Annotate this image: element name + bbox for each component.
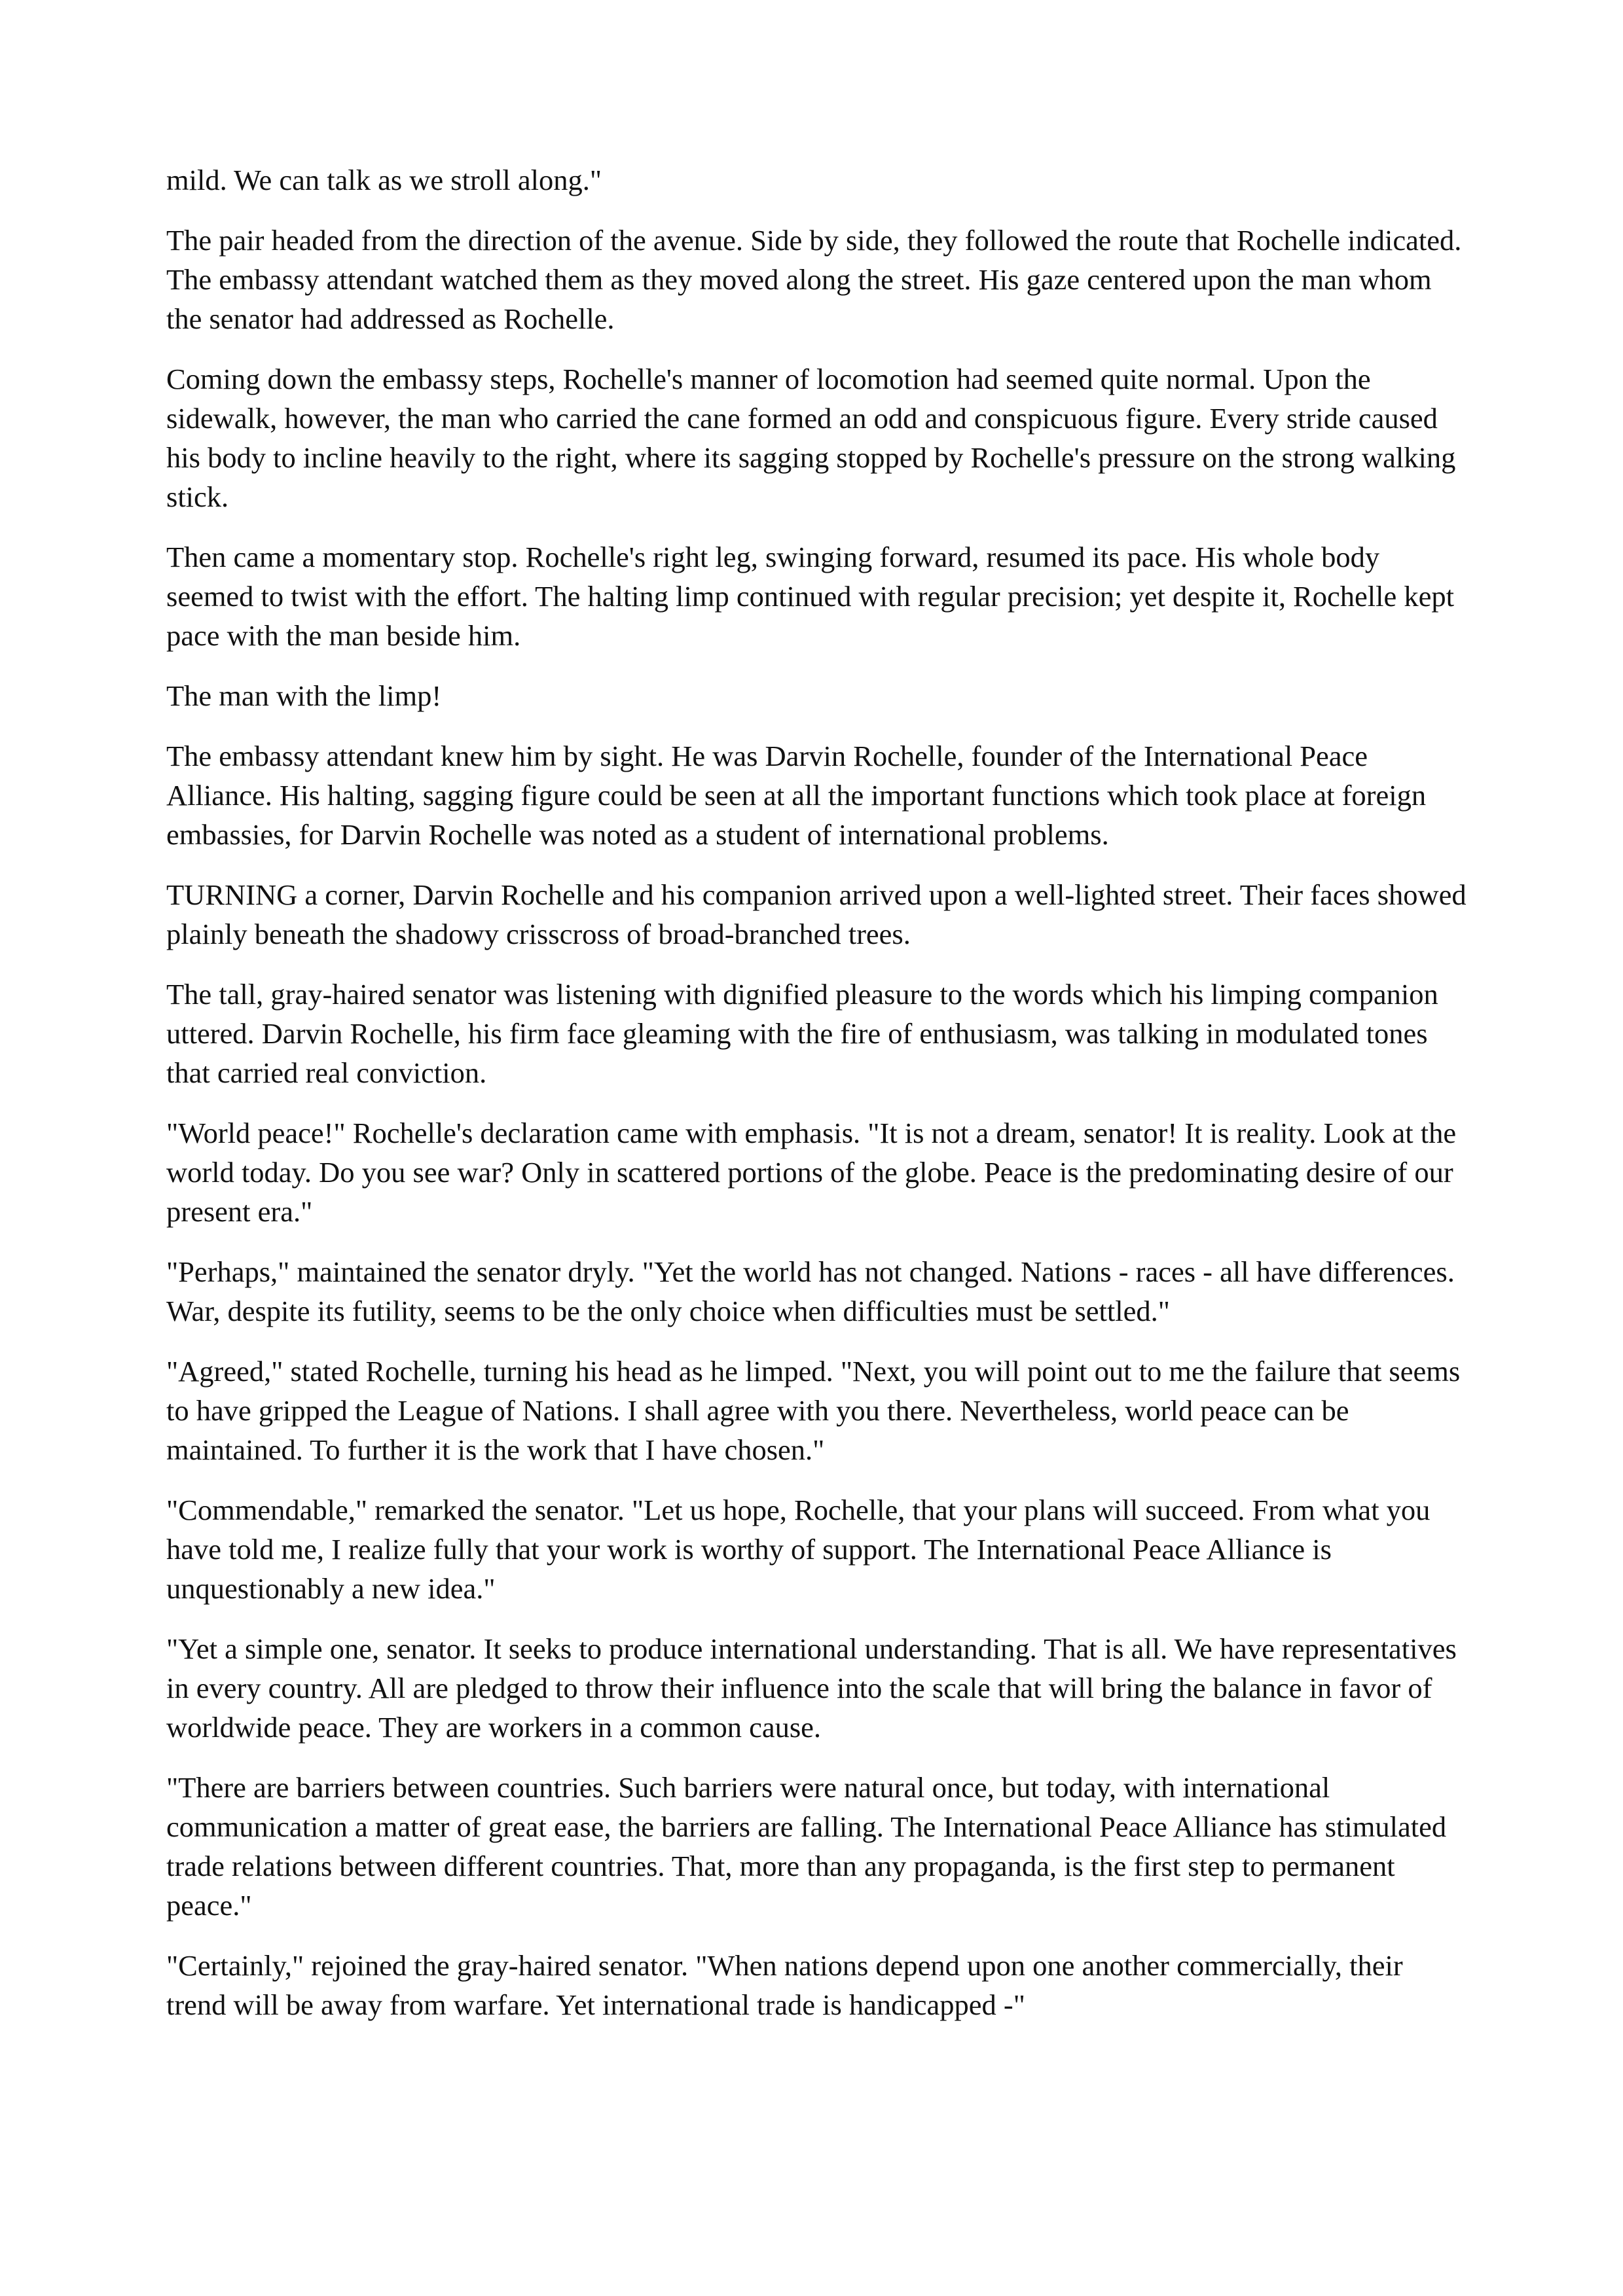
paragraph: "There are barriers between countries. Such barriers were natural once, but today, with international communication a matter of great ease, the barriers are falling. The International Peace Alliance has stimulated trade relations between different countries. That, more than any propaganda, is the first step to permanent peace." xyxy=(166,1771,1447,1922)
paragraph: The tall, gray-haired senator was listening with dignified pleasure to the words which his limping companion uttered. Darvin Rochelle, his firm face gleaming with the fire of enthusiasm, was talking in modulated tones that carried real conviction. xyxy=(166,978,1438,1089)
paragraph: The man with the limp! xyxy=(166,679,442,712)
paragraph: The embassy attendant knew him by sight. He was Darvin Rochelle, founder of the International Peace Alliance. His halting, sagging figure could be seen at all the important functions which took place at foreign embassies, for Darvin Rochelle was noted as a student of international problems. xyxy=(166,740,1427,851)
paragraph: mild. We can talk as we stroll along." xyxy=(166,164,602,196)
paragraph: "Certainly," rejoined the gray-haired senator. "When nations depend upon one another commercially, their trend will be away from warfare. Yet international trade is handicapped -" xyxy=(166,1949,1403,2021)
paragraph: The pair headed from the direction of the avenue. Side by side, they followed the route that Rochelle indicated. The embassy attendant watched them as they moved along the street. His gaze centered upon the man whom the senator had addressed as Rochelle. xyxy=(166,224,1462,335)
paragraph: Then came a momentary stop. Rochelle's right leg, swinging forward, resumed its pace. His whole body seemed to twist with the effort. The halting limp continued with regular precision; yet despite it, Rochelle kept pace with the man beside him. xyxy=(166,541,1455,652)
paragraph: TURNING a corner, Darvin Rochelle and his companion arrived upon a well-lighted street. Their faces showed plainly beneath the shadowy crisscross of broad-branched trees. xyxy=(166,878,1467,950)
document-page xyxy=(166,160,1469,2045)
paragraph: "World peace!" Rochelle's declaration came with emphasis. "It is not a dream, senator! It is reality. Look at the world today. Do you see war? Only in scattered portions of the globe. Peace is the predominating desire of our present era." xyxy=(166,1117,1457,1228)
paragraph: "Yet a simple one, senator. It seeks to produce international understanding. That is all. We have representatives in every country. All are pledged to throw their influence into the scale that will bring the balance in favor of worldwide peace. They are workers in a common cause. xyxy=(166,1632,1457,1744)
paragraph: Coming down the embassy steps, Rochelle's manner of locomotion had seemed quite normal. Upon the sidewalk, however, the man who carried the cane formed an odd and conspicuous figure. Every stride caused his body to incline heavily to the right, where its sagging stopped by Rochelle's pressure on the strong walking stick. xyxy=(166,363,1456,513)
paragraph: "Commendable," remarked the senator. "Let us hope, Rochelle, that your plans will succeed. From what you have told me, I realize fully that your work is worthy of support. The International Peace Alliance is unquestionably a new idea." xyxy=(166,1494,1431,1605)
paragraph: "Agreed," stated Rochelle, turning his head as he limped. "Next, you will point out to me the failure that seems to have gripped the League of Nations. I shall agree with you there. Nevertheless, world peace can be maintained. To further it is the work that I have chosen." xyxy=(166,1355,1461,1466)
paragraph: "Perhaps," maintained the senator dryly. "Yet the world has not changed. Nations - races - all have differences. War, despite its futility, seems to be the only choice when difficulties must be settled." xyxy=(166,1255,1455,1327)
